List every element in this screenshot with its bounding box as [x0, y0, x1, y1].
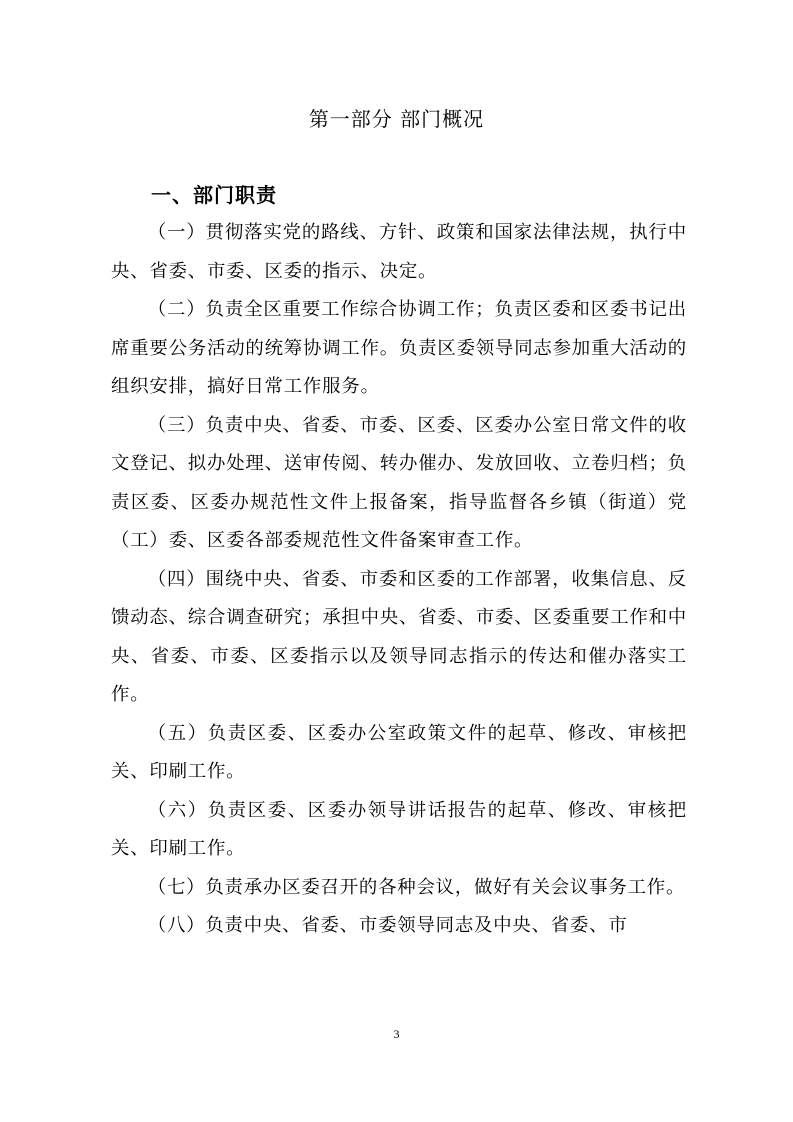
paragraph-1: （一）贯彻落实党的路线、方针、政策和国家法律法规，执行中央、省委、市委、区委的指示、决定。	[111, 222, 687, 282]
page-number: 3	[393, 1027, 400, 1041]
paragraph-4: （四）围绕中央、省委、市委和区委的工作部署，收集信息、反馈动态、综合调查研究；承担中央、省委、市委、区委重要工作和中央、省委、市委、区委指示以及领导同志指示的传达和催办落实工作。	[111, 568, 687, 705]
section-heading: 一、部门职责	[151, 183, 277, 207]
paragraph-3: （三）负责中央、省委、市委、区委、区委办公室日常文件的收文登记、拟办处理、送审传阅、转办催办、发放回收、立卷归档；负责区委、区委办规范性文件上报备案，指导监督各乡镇（街道）党（工）委、区委各部委规范性文件备案审查工作。	[111, 414, 687, 551]
document-body	[111, 214, 687, 946]
paragraph-2: （二）负责全区重要工作综合协调工作；负责区委和区委书记出席重要公务活动的统筹协调工作。负责区委领导同志参加重大活动的组织安排，搞好日常工作服务。	[111, 299, 687, 397]
paragraph-5: （五）负责区委、区委办公室政策文件的起草、修改、审核把关、印刷工作。	[111, 722, 687, 782]
paragraph-7: （七）负责承办区委召开的各种会议，做好有关会议事务工作。	[147, 876, 686, 898]
page-title: 第一部分 部门概况	[308, 107, 485, 131]
paragraph-6: （六）负责区委、区委办领导讲话报告的起草、修改、审核把关、印刷工作。	[111, 799, 687, 859]
paragraph-8: （八）负责中央、省委、市委领导同志及中央、省委、市	[147, 915, 628, 936]
